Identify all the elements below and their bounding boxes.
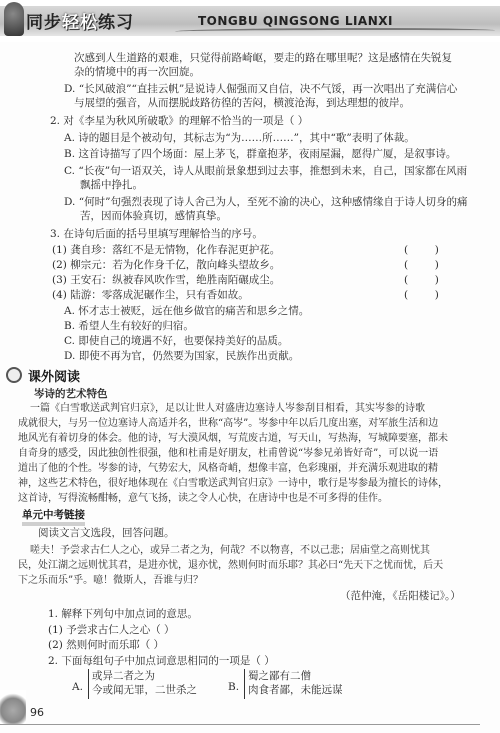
passage-line: 民，处江湖之远则忧其君，是进亦忧，退亦忧，然则何时而乐耶？其必曰“先天下之忧而忧，后天 bbox=[18, 560, 444, 571]
reading-line: 成就很大，与另一位边塞诗人高适并名，世称“高岑”。岑参中年以后几度出塞，对军旅生活和边 bbox=[18, 418, 439, 429]
reading-section-title: 课外阅读 bbox=[28, 370, 81, 385]
unit-q1-item-1: (1) 予尝求古仁人之心（ ） bbox=[48, 624, 175, 636]
q2-option-c-cont: 飘摇中挣扎。 bbox=[80, 179, 143, 191]
choice-a-line-1: 或异二者之为 bbox=[92, 670, 155, 682]
q2-option-d: D. “何时”句强烈表现了诗人舍己为人，至死不渝的决心，这种感情缘自于诗人切身的痛 bbox=[64, 196, 468, 208]
reading-line: 这首诗，写得流畅酣畅，意气飞扬，读之令人心快，在唐诗中也是不可多得的佳作。 bbox=[18, 493, 388, 504]
question-3-stem: 3. 在诗句后面的括号里填写理解恰当的序号。 bbox=[50, 228, 263, 240]
q2-option-d-cont: 苦，因而体验真切，感情真挚。 bbox=[80, 210, 227, 222]
bird-logo-icon bbox=[4, 2, 24, 36]
q3-item-3: (3) 王安石：纵被春风吹作雪，绝胜南陌碾成尘。 bbox=[52, 274, 281, 286]
q3-option-a: A. 怀才志士被贬，远在他乡做官的痛苦和思乡之情。 bbox=[64, 305, 310, 317]
choice-a-box[interactable] bbox=[88, 669, 197, 699]
text-line: 次感到人生道路的艰难，只觉得前路崎岖，要走的路在哪里呢？这是感情在失锐复 bbox=[74, 52, 452, 64]
unit-exam-title: 单元中考链接 bbox=[22, 507, 85, 526]
answer-blank[interactable]: ( ) bbox=[404, 274, 439, 286]
choice-b-line-2: 肉食者鄙，未能远谋 bbox=[248, 684, 343, 696]
question-2-stem: 2. 对《李星为秋风所破歌》的理解不恰当的一项是（ ） bbox=[50, 115, 309, 127]
choice-a-line-2: 今或闻无罪，二世杀之 bbox=[92, 684, 197, 696]
reading-line: 地风光有着切身的体会。他的诗，写大漠风烟，写荒废古道，写天山，写热海，写城障要塞，都未 bbox=[18, 433, 448, 444]
text-line: 杂的情境中的再一次回旋。 bbox=[74, 66, 200, 78]
q3-option-d: D. 即使不再为官，仍然要为国家，民族作出贡献。 bbox=[64, 350, 300, 362]
series-title bbox=[26, 8, 134, 33]
page-header bbox=[0, 0, 500, 42]
reading-line: 一篇《白雪歌送武判官归京》，足以让世人对盛唐边塞诗人岑参刮目相看，其实岑参的诗歌 bbox=[30, 403, 425, 414]
choice-b-letter[interactable]: B. bbox=[228, 681, 240, 693]
q2-option-a: A. 诗的题目是个被动句，其标志为“为……所……”，其中“歌”表明了体裁。 bbox=[64, 132, 415, 144]
q2-option-b: B. 这首诗描写了四个场面：屋上茅飞，群童抱茅，夜雨屋漏，愿得广厦，是叙事诗。 bbox=[64, 148, 457, 160]
choice-b-line-1: 蜀之鄙有二僧 bbox=[248, 670, 311, 682]
reading-line: 自奇身的感受，因此独创性很强，他和杜甫是好朋友，杜甫曾说“岑参兄弟皆好奇”，可以说一语 bbox=[18, 448, 439, 459]
text-line: 与展望的强音，从而摆脱歧路彷徨的苦闷，横渡沧海，到达理想的彼岸。 bbox=[74, 97, 410, 109]
series-title-prefix: 同步 bbox=[26, 13, 62, 33]
q3-item-2: (2) 柳宗元：若为化作身千亿，散向峰头望故乡。 bbox=[52, 259, 281, 271]
passage-source: （范仲淹，《岳阳楼记》。） bbox=[340, 590, 461, 602]
q2-option-c: C. “长夜”句一语双关，诗人从眼前景象想到过去事，推想到未来，自己，国家都在风雨 bbox=[64, 165, 468, 177]
series-pinyin: TONGBU QINGSONG LIANXI bbox=[198, 14, 393, 28]
reading-section-icon bbox=[6, 367, 22, 383]
passage-line: 下之乐而乐”乎。噫！微斯人，吾谁与归？ bbox=[18, 575, 204, 586]
choice-a-letter[interactable]: A. bbox=[72, 681, 83, 693]
answer-blank[interactable]: ( ) bbox=[404, 259, 439, 271]
reading-subtitle: 岑诗的艺术特色 bbox=[34, 388, 108, 400]
q3-option-c: C. 即使自己的境遇不好，也要保持美好的品质。 bbox=[64, 335, 289, 347]
flower-decoration-icon bbox=[0, 690, 26, 724]
series-title-accent: 轻松 bbox=[62, 13, 98, 33]
reading-line: 道出了他的个性。岑参的诗，气势宏大，风格奇峭，想像丰富，色彩瑰丽，并充满乐观进取的精 bbox=[18, 463, 438, 474]
header-swoosh bbox=[175, 28, 495, 34]
page-number: 96 bbox=[30, 706, 44, 719]
text-line: D. “长风破浪”“直挂云帆”是说诗人倔强而又自信，决不气馁，再一次唱出了充满信心 bbox=[64, 83, 458, 95]
q3-option-b: B. 希望人生有较好的归宿。 bbox=[64, 320, 194, 332]
unit-q1-item-2: (2) 然则何时而乐耶（ ） bbox=[48, 639, 165, 651]
unit-q1: 1. 解释下列句中加点词的意思。 bbox=[48, 608, 198, 620]
choice-b-box[interactable] bbox=[244, 669, 343, 699]
reading-line: 神，这些艺术特色，很好地体现在《白雪歌送武判官归京》一诗中，歌行是岑参最为擅长的诗体， bbox=[18, 478, 448, 489]
answer-blank[interactable]: ( ) bbox=[404, 244, 439, 256]
passage-line: 嗟夫！予尝求古仁人之心，或异二者之为，何哉？不以物喜，不以己悲；居庙堂之高则忧其 bbox=[30, 545, 430, 556]
unit-q2: 2. 下面每组句子中加点词意思相同的一项是（ ） bbox=[48, 655, 275, 667]
answer-blank[interactable]: ( ) bbox=[404, 289, 439, 301]
q3-item-1: (1) 龚自珍：落红不是无情物，化作春泥更护花。 bbox=[52, 244, 281, 256]
footer-rule bbox=[0, 724, 480, 725]
series-title-suffix: 练习 bbox=[98, 13, 134, 33]
q3-item-4: (4) 陆游：零落成泥碾作尘，只有香如故。 bbox=[52, 289, 249, 301]
unit-intro: 阅读文言文选段，回答问题。 bbox=[38, 527, 175, 539]
